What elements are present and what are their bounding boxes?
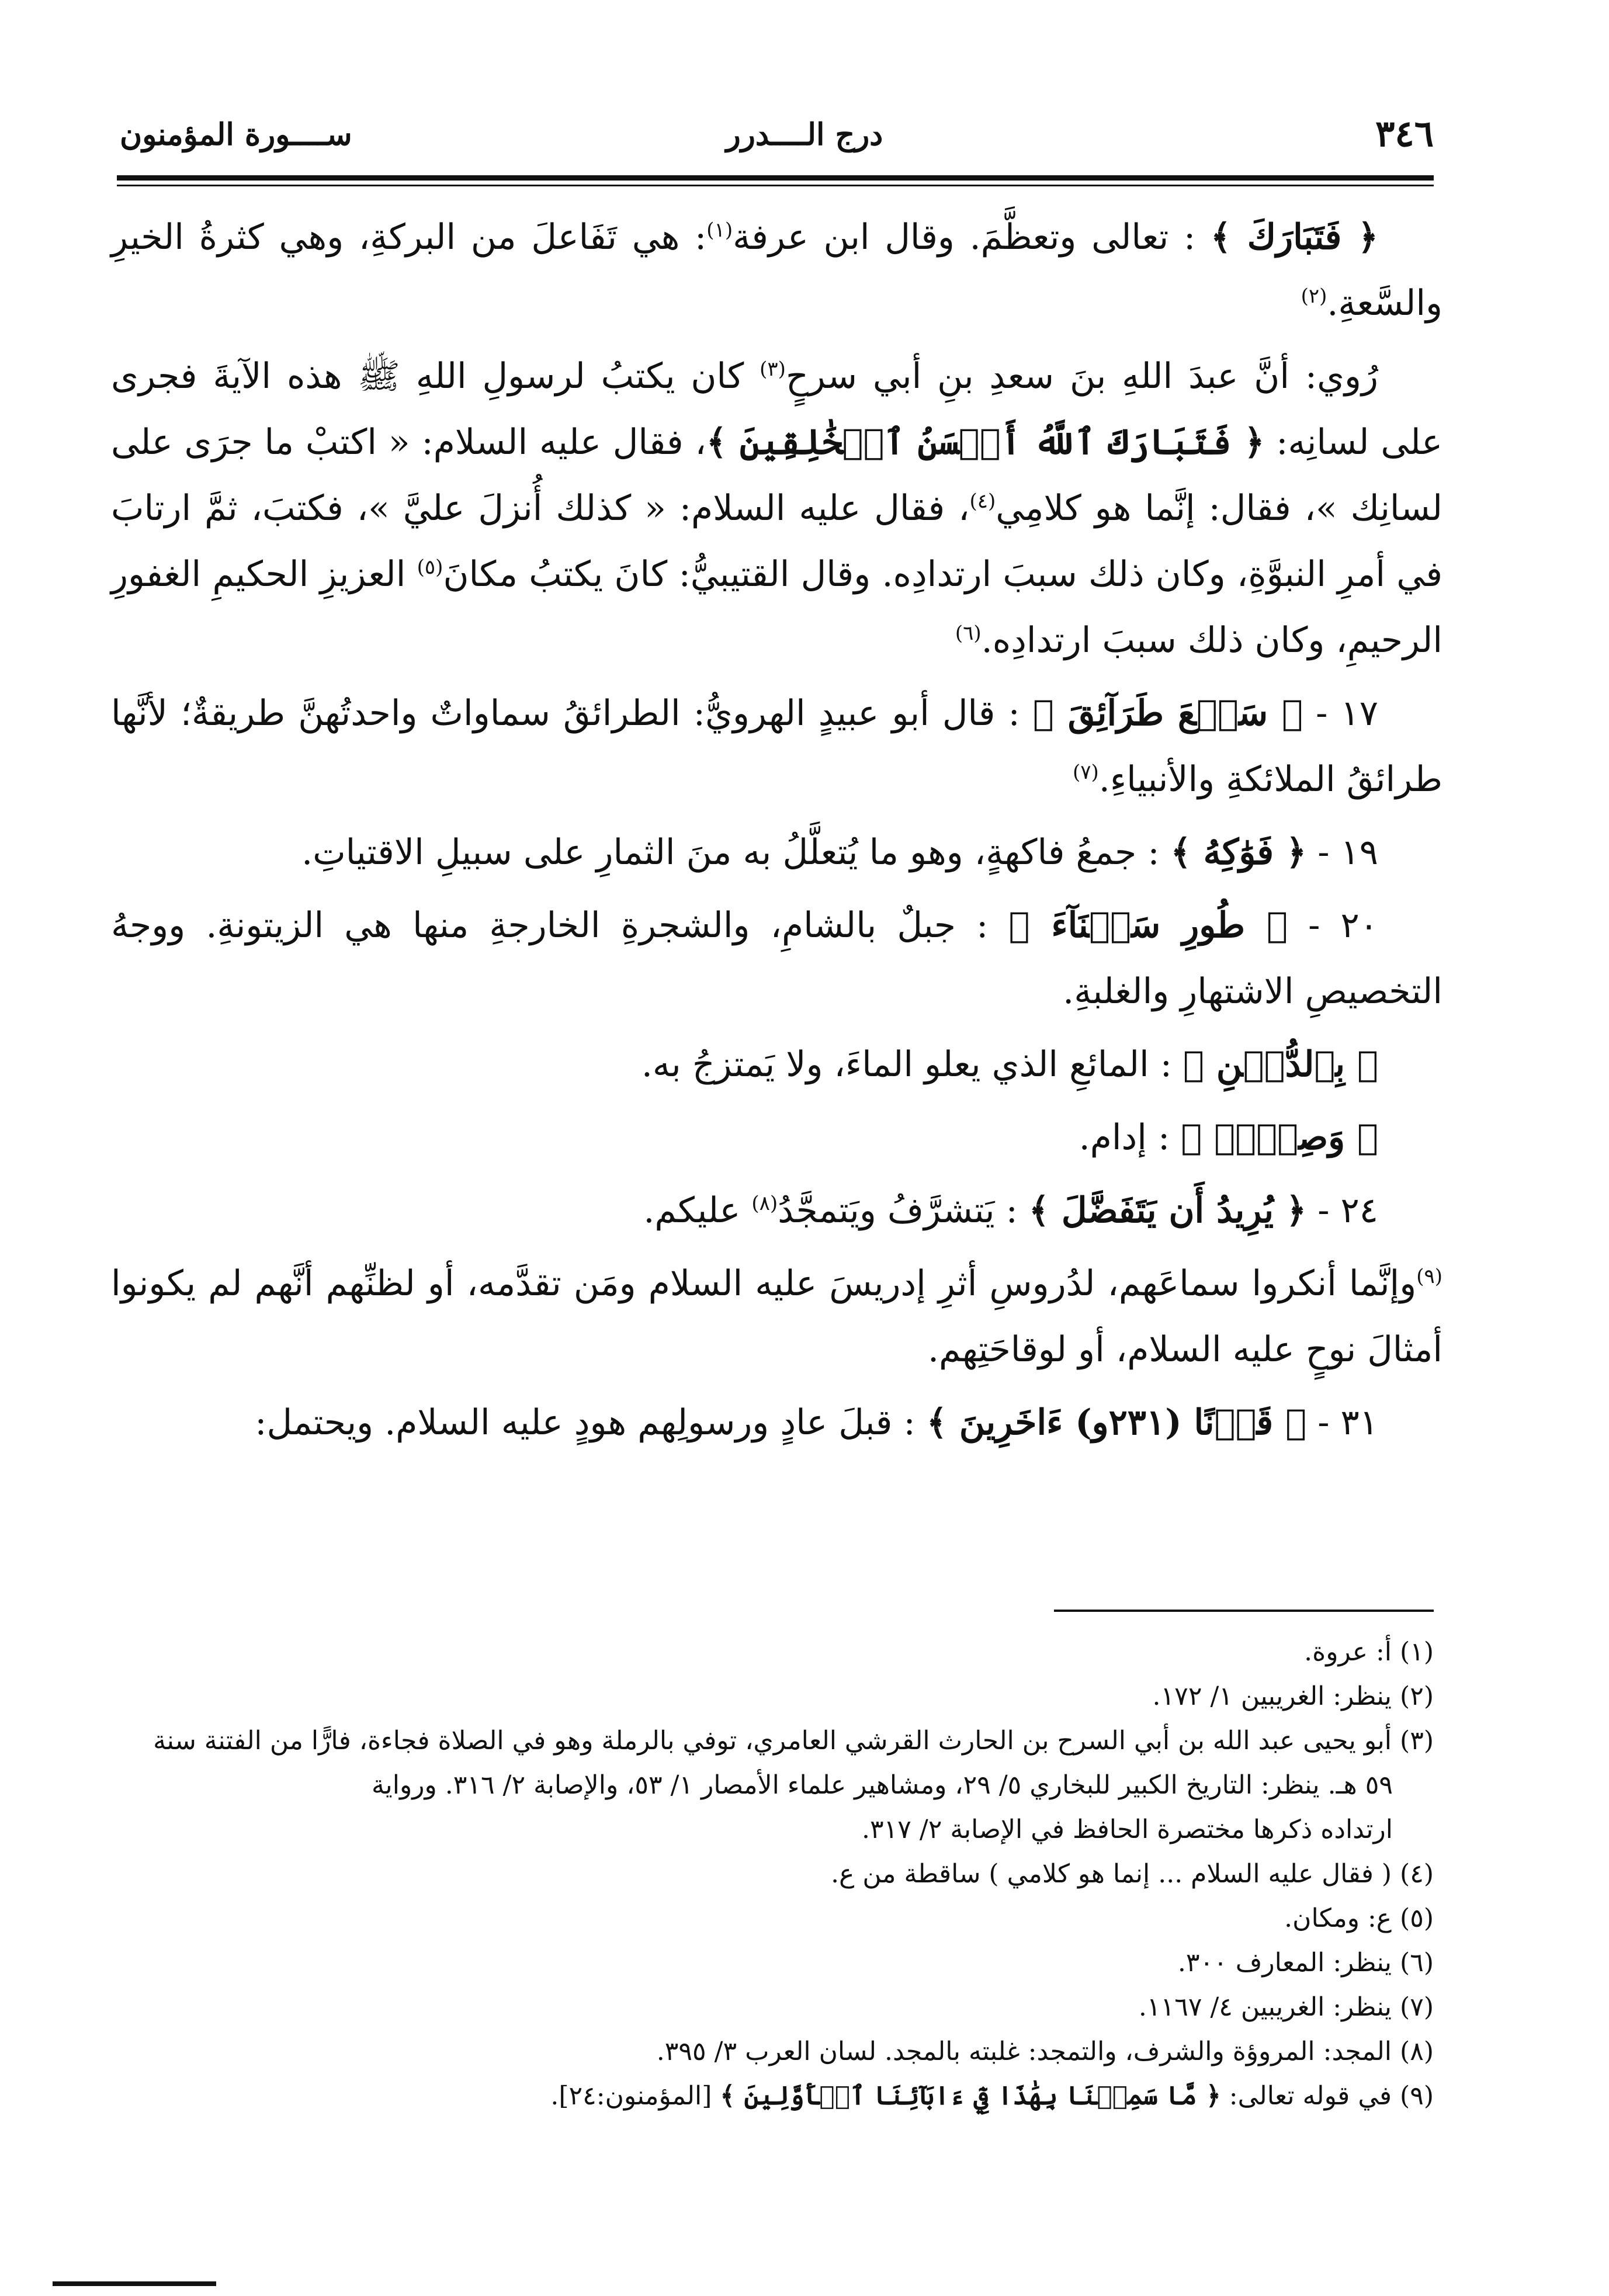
footnote-9	[111, 2074, 1434, 2118]
footnote-2: (٢) ينظر: الغريبين ١/ ١٧٢.	[1152, 1681, 1434, 1711]
header-rule-thin	[117, 185, 1434, 186]
footnote-6: (٦) ينظر: المعارف ٣٠٠.	[1177, 1948, 1434, 1978]
text: وإنَّما أنكروا سماعَهم، لدُروسِ أثرِ إدريسَ عليه السلام ومَن تقدَّمه، أو لظنِّهم أنَّهم لم يكونوا أمثالَ نوحٍ عليه السلام، أو لوقاحَتِهم.	[111, 1263, 1442, 1370]
paragraph-verse-19	[111, 820, 1442, 886]
paragraph-verse-24	[111, 1178, 1442, 1244]
footnote-3-continued: ٥٩ هـ. ينظر: التاريخ الكبير للبخاري ٥/ ٢٩، ومشاهير علماء الأمصار ١/ ٥٣، والإصابة ٢/ ٣١٦. ورواية	[371, 1770, 1393, 1800]
text: عليكم.	[643, 1190, 752, 1231]
quran-quote: ﴿ قَرۡنًا (٢٣١و) ءَاخَرِينَ ﴾	[926, 1402, 1307, 1443]
paragraph-verse-31	[111, 1390, 1442, 1456]
paragraph-tabaraka	[111, 204, 1442, 337]
footnotes	[111, 1630, 1434, 2118]
surah-title: ســــورة المؤمنون	[120, 117, 352, 152]
quran-quote: ﴿ فَتَبَارَكَ ﴾	[1211, 217, 1378, 258]
footnote-3-continued: ارتداده ذكرها مختصرة الحافظ في الإصابة ٢/ ٣١٧.	[862, 1815, 1393, 1844]
footnote-ref: (٢)	[1301, 285, 1327, 308]
paragraph-verse-20	[111, 893, 1442, 1025]
footnote-8: (٨) المجد: المروؤة والشرف، والتمجد: غلبته بالمجد. لسان العرب ٣/ ٣٩٥.	[656, 2037, 1434, 2066]
footnote-1: (١) أ: عروة.	[1304, 1637, 1434, 1667]
quran-quote: ﴿ سَبۡعَ طَرَآئِقَ ﴾	[1032, 693, 1303, 734]
verse-number: ٢٤ -	[1306, 1190, 1378, 1231]
footnote-ref: (٨)	[751, 1192, 778, 1215]
paragraph-ibn-abi-sarh	[111, 344, 1442, 674]
footnote-ref: (١)	[706, 218, 733, 242]
text: : جمعُ فاكهةٍ، وهو ما يُتعلَّلُ به منَ الثمارِ على سبيلِ الاقتياتِ.	[301, 832, 1171, 873]
footnote-4: (٤) ( فقال عليه السلام ... إنما هو كلامي ) ساقطة من ع.	[831, 1859, 1434, 1889]
footnote-ref: (٣)	[760, 358, 786, 381]
page-number: ٣٤٦	[1375, 112, 1434, 155]
footnote-ref: (٥)	[417, 556, 443, 579]
text: (٩) في قوله تعالى:	[1220, 2081, 1434, 2111]
footnote-ref: (٧)	[1073, 761, 1099, 784]
header-rule-thick	[117, 175, 1434, 181]
quran-quote: ﴿ فَوَٰكِهُ ﴾	[1170, 832, 1307, 873]
text: العزيزِ الحكيمِ الغفورِ الرحيمِ، وكان ذلك سببَ ارتدادِه.	[111, 554, 1442, 661]
verse-number: ٢٠ -	[1287, 905, 1378, 946]
text: : يَتشرَّفُ ويَتمجَّدُ	[778, 1190, 1029, 1231]
main-text	[111, 204, 1442, 1463]
footnote-7: (٧) ينظر: الغريبين ٤/ ١١٦٧.	[1138, 1992, 1434, 2022]
text: : المائعِ الذي يعلو الماءَ، ولا يَمتزجُ به.	[641, 1044, 1184, 1085]
quran-quote: ﴿ بِٱلدُّهۡنِ ﴾	[1183, 1044, 1378, 1085]
text: ، فقال عليه السلام: « اكتبْ ما جرَى على لسانِك »، فقال: إنَّما هو كلامِي	[111, 422, 1442, 529]
footnote-5: (٥) ع: ومكان.	[1284, 1903, 1434, 1933]
text: : قال أبو عبيدٍ الهرويُّ: الطرائقُ سماواتٌ واحدتُهنَّ طريقةٌ؛ لأنَّها طرائقُ الملائكةِ والأنبياءِ.	[111, 693, 1442, 800]
text: : جبلٌ بالشامِ، والشجرةِ الخارجةِ منها هي الزيتونةِ. ووجهُ التخصيصِ الاشتهارِ والغلبةِ.	[111, 905, 1442, 1012]
quran-quote: ﴿ وَصِبۡغٖ ﴾	[1181, 1117, 1378, 1158]
quran-quote: ﴿ مَّا سَمِعۡنَا بِهَٰذَا فِيٓ ءَابَآئِنَا ٱلۡأَوَّلِينَ ﴾	[720, 2081, 1221, 2111]
footnote-3: (٣) أبو يحيى عبد الله بن أبي السرح بن الحارث القرشي العامري، توفي بالرملة وهو في الصلاة فجاءة، فارًّا من الفتنة سنة	[153, 1726, 1434, 1756]
verse-number: ١٧ -	[1303, 693, 1378, 734]
book-title: درج الــــدرر	[726, 117, 883, 152]
text: [المؤمنون:٢٤].	[550, 2081, 720, 2111]
quran-quote: ﴿ يُرِيدُ أَن يَتَفَضَّلَ ﴾	[1028, 1190, 1307, 1231]
quran-quote: ﴿ طُورِ سَيۡنَآءَ ﴾	[1008, 905, 1288, 946]
footnote-ref: (٩)	[1416, 1265, 1442, 1288]
footnote-separator	[1054, 1610, 1434, 1612]
quran-quote: ﴿ فَتَبَارَكَ ٱللَّهُ أَحۡسَنُ ٱلۡخَٰلِقِينَ ﴾	[706, 422, 1265, 463]
paragraph-inkar	[111, 1251, 1442, 1383]
footnote-ref: (٦)	[955, 622, 982, 645]
text: : تعالى وتعظَّمَ. وقال ابن عرفة	[733, 217, 1211, 258]
verse-number: ١٩ -	[1306, 832, 1378, 873]
text: كان يكتبُ لرسولِ اللهِ ﷺ هذه الآيةَ فجرى على لسانِه:	[111, 356, 1442, 463]
verse-number: ٣١ -	[1306, 1402, 1378, 1443]
text: رُوي: أنَّ عبدَ اللهِ بنَ سعدِ بنِ أبي سرحٍ	[785, 356, 1378, 397]
footnote-ref: (٤)	[969, 490, 996, 513]
paragraph-dohn	[111, 1032, 1442, 1098]
text: : هي تَفَاعلَ من البركةِ، وهي كثرةُ الخيرِ والسَّعةِ.	[111, 217, 1442, 324]
text: ، فقال عليه السلام: « كذلك أُنزلَ عليَّ »، فكتبَ، ثمَّ ارتابَ في أمرِ النبوَّةِ، وكان ذلك سببَ ارتدادِه. وقال القتيبيُّ: كانَ يكتبُ مكانَ	[111, 488, 1442, 595]
text: : إدام.	[1079, 1117, 1181, 1158]
paragraph-sibgh	[111, 1105, 1442, 1171]
paragraph-verse-17	[111, 681, 1442, 813]
text: : قبلَ عادٍ ورسولِهم هودٍ عليه السلام. ويحتمل:	[255, 1402, 927, 1443]
scan-edge-mark	[53, 2281, 216, 2286]
